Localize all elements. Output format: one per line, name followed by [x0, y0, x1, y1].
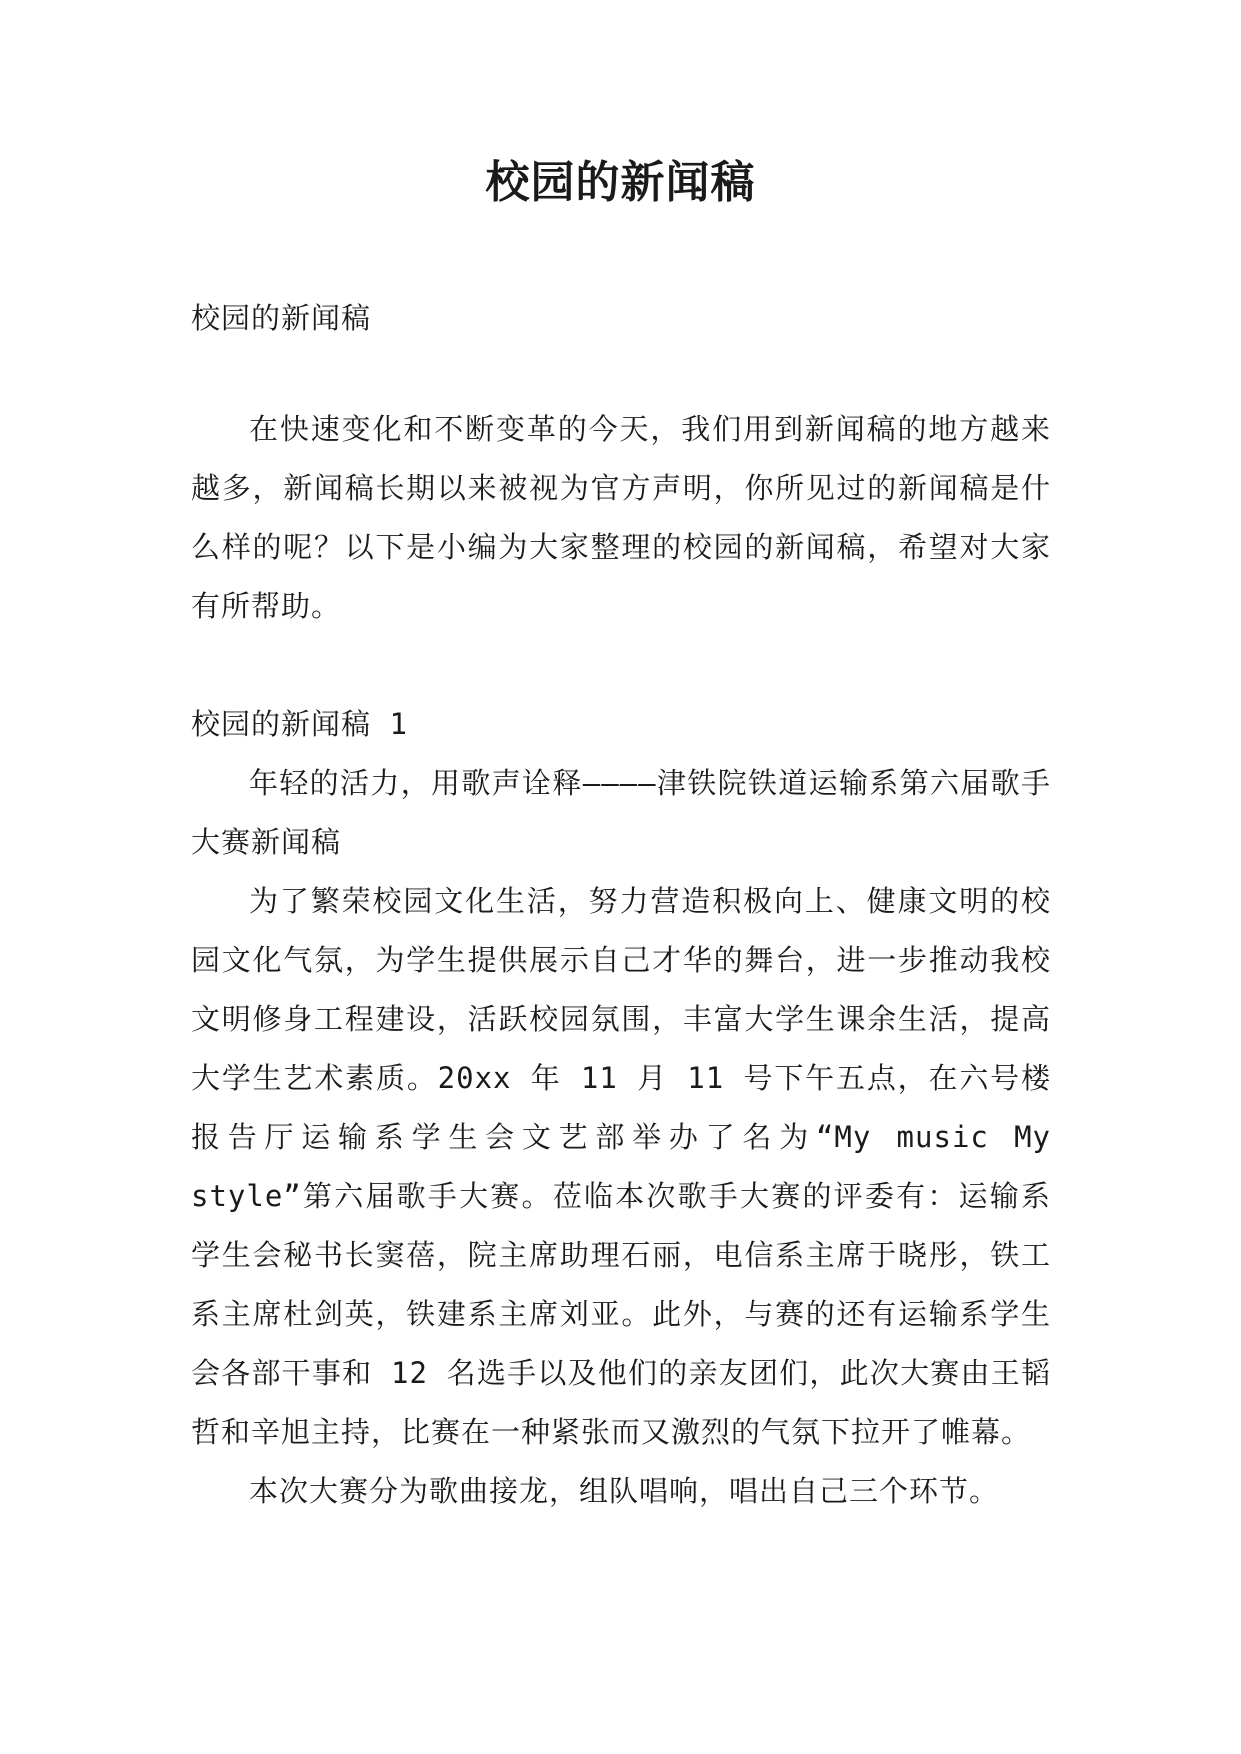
- intro-section: [191, 400, 1051, 636]
- subtitle-text: 校园的新闻稿: [191, 301, 372, 335]
- section-body: [191, 754, 1051, 1521]
- page-title: 校园的新闻稿: [485, 157, 756, 208]
- news-body-paragraph: 为了繁荣校园文化生活，努力营造积极向上、健康文明的校园文化气氛，为学生提供展示自己才华的舞台，进一步推动我校文明修身工程建设，活跃校园氛围，丰富大学生课余生活，提高大学生艺术素质。20xx 年 11 月 11 号下午五点，在六号楼报告厅运输系学生会文艺部举办了名为“My music My style”第六届歌手大赛。莅临本次歌手大赛的评委有：运输系学生会秘书长窦蓓，院主席助理石丽，电信系主席于晓彤，铁工系主席杜剑英，铁建系主席刘亚。此外，与赛的还有运输系学生会各部干事和 12 名选手以及他们的亲友团们，此次大赛由王韬哲和辛旭主持，比赛在一种紧张而又激烈的气氛下拉开了帷幕。: [191, 884, 1051, 1449]
- news-headline-paragraph: 年轻的活力，用歌声诠释————津铁院铁道运输系第六届歌手大赛新闻稿: [191, 766, 1051, 859]
- document-subtitle: [191, 289, 1051, 348]
- section-heading: [191, 695, 1051, 754]
- intro-paragraph: 在快速变化和不断变革的今天，我们用到新闻稿的地方越来越多，新闻稿长期以来被视为官方声明，你所见过的新闻稿是什么样的呢？以下是小编为大家整理的校园的新闻稿，希望对大家有所帮助。: [191, 412, 1051, 623]
- news-format-paragraph: 本次大赛分为歌曲接龙，组队唱响，唱出自己三个环节。: [249, 1474, 1000, 1508]
- section-heading-text: 校园的新闻稿 1: [191, 707, 408, 741]
